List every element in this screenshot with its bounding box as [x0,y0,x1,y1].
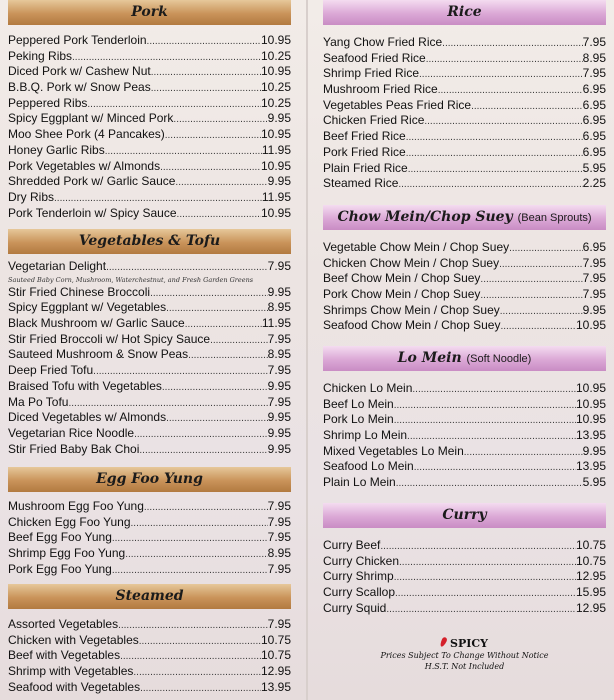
item-price: 9.95 [582,302,606,317]
item-name: Stir Fried Baby Bak Choi [8,441,140,456]
leader-dots [464,445,583,460]
item-price: 11.95 [261,316,291,331]
leader-dots [151,81,261,96]
leader-dots [118,618,268,633]
item-name: Ma Po Tofu [8,394,69,409]
menu-item [323,554,606,570]
item-name: Beef with Vegetables [8,648,121,663]
item-name: Beef Fried Rice [323,129,406,144]
leader-dots [500,319,576,334]
item-price: 9.95 [267,441,291,456]
leader-dots [54,191,262,206]
item-price: 10.95 [575,412,606,427]
leader-dots [480,288,582,303]
item-price: 7.95 [267,561,291,576]
legend [323,637,606,672]
leader-dots [175,175,267,190]
section-header-egg-foo-yung: Egg Foo Yung [8,467,291,492]
tax-notice: H.S.T. Not Included [424,662,505,671]
menu-item [323,66,606,82]
menu-item [8,546,291,562]
item-price: 6.95 [582,82,606,97]
section-header-lo-mein: Lo Mein (Soft Noodle) [323,346,606,371]
item-price: 8.95 [582,50,606,65]
menu-item [323,98,606,114]
menu-item [8,395,291,411]
item-name: Mushroom Fried Rice [323,82,438,97]
item-name: Pork Chow Mein / Chop Suey [323,287,481,302]
menu-item [323,35,606,51]
item-name: Black Mushroom w/ Garlic Sauce [8,316,185,331]
menu-item [8,633,291,649]
leader-dots [210,333,268,348]
menu-item [8,64,291,80]
item-name: Honey Garlic Ribs [8,142,105,157]
menu-item [323,240,606,256]
item-name: B.B.Q. Pork w/ Snow Peas [8,80,151,95]
item-price: 10.75 [575,538,606,552]
leader-dots [106,260,268,275]
menu-item [8,96,291,112]
item-name: Dry Ribs [8,189,55,204]
leader-dots [139,443,267,458]
item-price: 7.95 [267,259,291,273]
menu-item [323,444,606,460]
leader-dots [406,130,583,145]
leader-dots [394,398,576,413]
item-name: Pork Fried Rice [323,144,406,159]
leader-dots [380,539,576,554]
item-price: 12.95 [575,600,606,615]
item-price: 5.95 [582,160,606,175]
item-name: Plain Fried Rice [323,160,408,175]
item-name: Steamed Rice [323,176,399,191]
leader-dots [408,162,583,177]
item-name: Vegetarian Delight [8,259,107,273]
leader-dots [139,634,261,649]
menu-item [8,285,291,301]
menu-item [323,129,606,145]
leader-dots [442,36,582,51]
item-name: Stir Fried Chinese Broccoli [8,284,151,299]
chili-icon [439,636,448,647]
leader-dots [412,382,576,397]
menu-item [323,271,606,287]
item-price: 13.95 [575,459,606,474]
item-name: Mushroom Egg Foo Yung [8,499,144,513]
item-name: Pork Vegetables w/ Almonds [8,158,161,173]
item-name: Chicken Fried Rice [323,113,425,128]
item-name: Moo Shee Pork (4 Pancakes) [8,127,165,142]
menu-item [323,176,606,192]
menu-item [8,442,291,458]
menu-item [323,397,606,413]
menu-item [8,159,291,175]
section-lo-mein [323,381,606,491]
leader-dots [509,241,583,256]
leader-dots [72,50,261,65]
leader-dots [173,112,267,127]
leader-dots [480,272,582,287]
item-name: Shrimp Egg Foo Yung [8,546,126,561]
leader-dots [177,207,261,222]
leader-dots [407,429,576,444]
item-price: 9.95 [267,425,291,440]
menu-item [8,363,291,379]
item-price: 10.75 [260,648,291,663]
item-name: Shrimps Chow Mein / Chop Suey [323,302,500,317]
menu-item [8,190,291,206]
item-price: 7.95 [582,35,606,49]
menu-item [323,475,606,491]
item-description: Sauteed Baby Corn, Mushroom, Waterchestnut, and Fresh Garden Greens [8,275,254,284]
leader-dots [188,348,268,363]
item-price: 7.95 [267,514,291,529]
menu-item [323,381,606,397]
item-name: Beef Egg Foo Yung [8,530,112,545]
item-price: 11.95 [261,189,291,204]
item-name: Pork Egg Foo Yung [8,561,112,576]
item-price: 6.95 [582,144,606,159]
menu-item [8,562,291,578]
section-egg-foo-yung [8,499,291,577]
leader-dots [147,34,261,49]
menu-item [8,127,291,143]
item-name: Spicy Eggplant w/ Vegetables [8,300,167,315]
item-price: 12.95 [575,569,606,584]
item-price: 10.75 [260,632,291,647]
menu-item [8,515,291,531]
menu-item [8,410,291,426]
item-price: 6.95 [582,240,606,254]
leader-dots [500,304,583,319]
leader-dots [160,160,261,175]
menu-item [8,664,291,680]
menu-item [8,379,291,395]
menu-item [323,585,606,601]
item-name: Vegetarian Rice Noodle [8,425,135,440]
menu-item [8,206,291,222]
leader-dots [105,144,262,159]
item-price: 13.95 [575,428,606,443]
menu-item [323,601,606,617]
leader-dots [144,500,268,515]
leader-dots [426,52,583,67]
menu-item [323,412,606,428]
menu-item [323,303,606,319]
item-name: Shredded Pork w/ Garlic Sauce [8,174,176,189]
leader-dots [166,411,268,426]
item-price: 7.95 [582,287,606,302]
leader-dots [398,177,582,192]
item-price: 10.25 [260,48,291,63]
item-price: 7.95 [267,530,291,545]
item-name: Chicken with Vegetables [8,632,139,647]
section-pork [8,33,291,221]
menu-item [323,51,606,67]
item-name: Curry Shrimp [323,569,394,584]
section-header-vegetables: Vegetables & Tofu [8,229,291,254]
leader-dots [394,413,576,428]
leader-dots [120,649,261,664]
item-price: 11.95 [261,142,291,157]
menu-item [8,80,291,96]
item-price: 10.95 [575,318,606,333]
item-name: Curry Scallop [323,585,396,600]
item-price: 9.95 [267,111,291,126]
leader-dots [396,476,583,491]
item-price: 10.75 [575,553,606,568]
item-name: Assorted Vegetables [8,617,119,631]
item-price: 5.95 [582,475,606,490]
item-price: 7.95 [582,66,606,81]
item-price: 10.95 [260,33,291,47]
item-name: Deep Fried Tofu [8,363,94,378]
menu-item [323,113,606,129]
section-header-chow-mein: Chow Mein/Chop Suey (Bean Sprouts) [323,205,606,230]
item-name: Vegetable Chow Mein / Chop Suey [323,240,510,254]
menu-item [8,174,291,190]
section-vegetables [8,259,291,457]
section-header-rice: Rice [323,0,606,25]
item-price: 7.95 [267,617,291,631]
item-price: 10.95 [260,64,291,79]
menu-item [8,316,291,332]
item-name: Diced Pork w/ Cashew Nut [8,64,151,79]
section-header-pork: Pork [8,0,291,25]
leader-dots [112,531,268,546]
item-price: 9.95 [267,410,291,425]
price-notice: Prices Subject To Change Without Notice [380,651,549,660]
leader-dots [131,516,268,531]
item-price: 7.95 [267,499,291,513]
item-price: 7.95 [267,394,291,409]
section-header-steamed: Steamed [8,584,291,609]
item-name: Diced Vegetables w/ Almonds [8,410,167,425]
leader-dots [93,364,267,379]
menu-item [8,111,291,127]
leader-dots [133,665,261,680]
leader-dots [399,555,576,570]
item-price: 6.95 [582,113,606,128]
menu-item [8,530,291,546]
item-name: Peking Ribs [8,48,73,63]
item-name: Beef Lo Mein [323,396,394,411]
item-price: 13.95 [260,679,291,694]
section-rice [323,35,606,192]
menu-item [8,648,291,664]
item-name: Chicken Lo Mein [323,381,413,395]
leader-dots [150,286,268,301]
item-price: 9.95 [582,443,606,458]
item-price: 6.95 [582,129,606,144]
leader-dots [185,317,262,332]
item-name: Pork Lo Mein [323,412,394,427]
item-name: Shrimp Fried Rice [323,66,420,81]
item-name: Plain Lo Mein [323,475,396,490]
menu-item [323,538,606,554]
menu-item [8,332,291,348]
item-name: Beef Chow Mein / Chop Suey [323,271,481,286]
menu-item [323,459,606,475]
item-name: Shrimp Lo Mein [323,428,408,443]
section-header-curry: Curry [323,503,606,528]
menu-item [8,426,291,442]
item-price: 8.95 [267,347,291,362]
item-price: 7.95 [582,271,606,286]
column-divider [306,0,308,700]
menu-item [323,82,606,98]
item-name: Mixed Vegetables Lo Mein [323,443,464,458]
item-price: 10.25 [260,80,291,95]
leader-dots [386,602,576,617]
menu-item [323,145,606,161]
leader-dots [68,396,267,411]
menu-item [323,428,606,444]
item-name: Braised Tofu with Vegetables [8,378,162,393]
leader-dots [414,460,576,475]
item-name: Vegetables Peas Fried Rice [323,97,472,112]
item-price: 10.95 [260,158,291,173]
item-price: 7.95 [267,363,291,378]
item-name: Seafood Fried Rice [323,50,426,65]
item-name: Peppered Ribs [8,95,88,110]
leader-dots [165,128,261,143]
leader-dots [424,114,582,129]
leader-dots [471,99,583,114]
item-name: Pork Tenderloin w/ Spicy Sauce [8,205,177,220]
leader-dots [406,146,583,161]
menu-item [323,161,606,177]
menu-item [323,318,606,334]
menu-item [8,499,291,515]
item-name: Chicken Chow Mein / Chop Suey [323,255,500,270]
item-name: Sauteed Mushroom & Snow Peas [8,347,189,362]
item-name: Stir Fried Broccoli w/ Hot Spicy Sauce [8,331,211,346]
item-price: 12.95 [260,664,291,679]
item-price: 7.95 [582,255,606,270]
item-name: Shrimp with Vegetables [8,664,134,679]
menu-item [323,569,606,585]
leader-dots [134,427,268,442]
item-price: 10.95 [575,381,606,395]
item-price: 7.95 [267,331,291,346]
leader-dots [499,257,583,272]
item-price: 9.95 [267,174,291,189]
item-price: 10.95 [575,396,606,411]
leader-dots [394,570,576,585]
menu-item [8,300,291,316]
leader-dots [395,586,576,601]
item-name: Yang Chow Fried Rice [323,35,443,49]
item-price: 10.25 [260,95,291,110]
item-name: Curry Beef [323,538,381,552]
leader-dots [87,97,261,112]
menu-item [8,347,291,363]
menu-item [8,617,291,633]
menu-item [323,256,606,272]
menu-item [8,33,291,49]
item-price: 10.95 [260,127,291,142]
item-name: Curry Squid [323,600,387,615]
item-name: Peppered Pork Tenderloin [8,33,147,47]
menu-item [8,259,291,275]
section-chow-mein [323,240,606,334]
spicy-legend: SPICY [323,637,606,650]
menu-item [8,680,291,696]
leader-dots [438,83,583,98]
item-price: 9.95 [267,284,291,299]
menu-item [323,287,606,303]
item-name: Curry Chicken [323,553,400,568]
item-name: Seafood with Vegetables [8,679,141,694]
item-price: 8.95 [267,300,291,315]
item-price: 15.95 [575,585,606,600]
section-curry [323,538,606,616]
leader-dots [166,301,268,316]
section-steamed [8,617,291,695]
leader-dots [162,380,268,395]
item-price: 9.95 [267,378,291,393]
menu-item [8,49,291,65]
item-name: Chicken Egg Foo Yung [8,514,131,529]
menu-item [8,143,291,159]
leader-dots [112,563,268,578]
leader-dots [419,67,583,82]
item-price: 10.95 [260,205,291,220]
item-price: 8.95 [267,546,291,561]
item-name: Seafood Lo Mein [323,459,414,474]
item-price: 2.25 [582,176,606,191]
item-name: Spicy Eggplant w/ Minced Pork [8,111,174,126]
leader-dots [125,547,267,562]
item-name: Seafood Chow Mein / Chop Suey [323,318,501,333]
leader-dots [151,65,261,80]
item-price: 6.95 [582,97,606,112]
leader-dots [140,681,261,696]
